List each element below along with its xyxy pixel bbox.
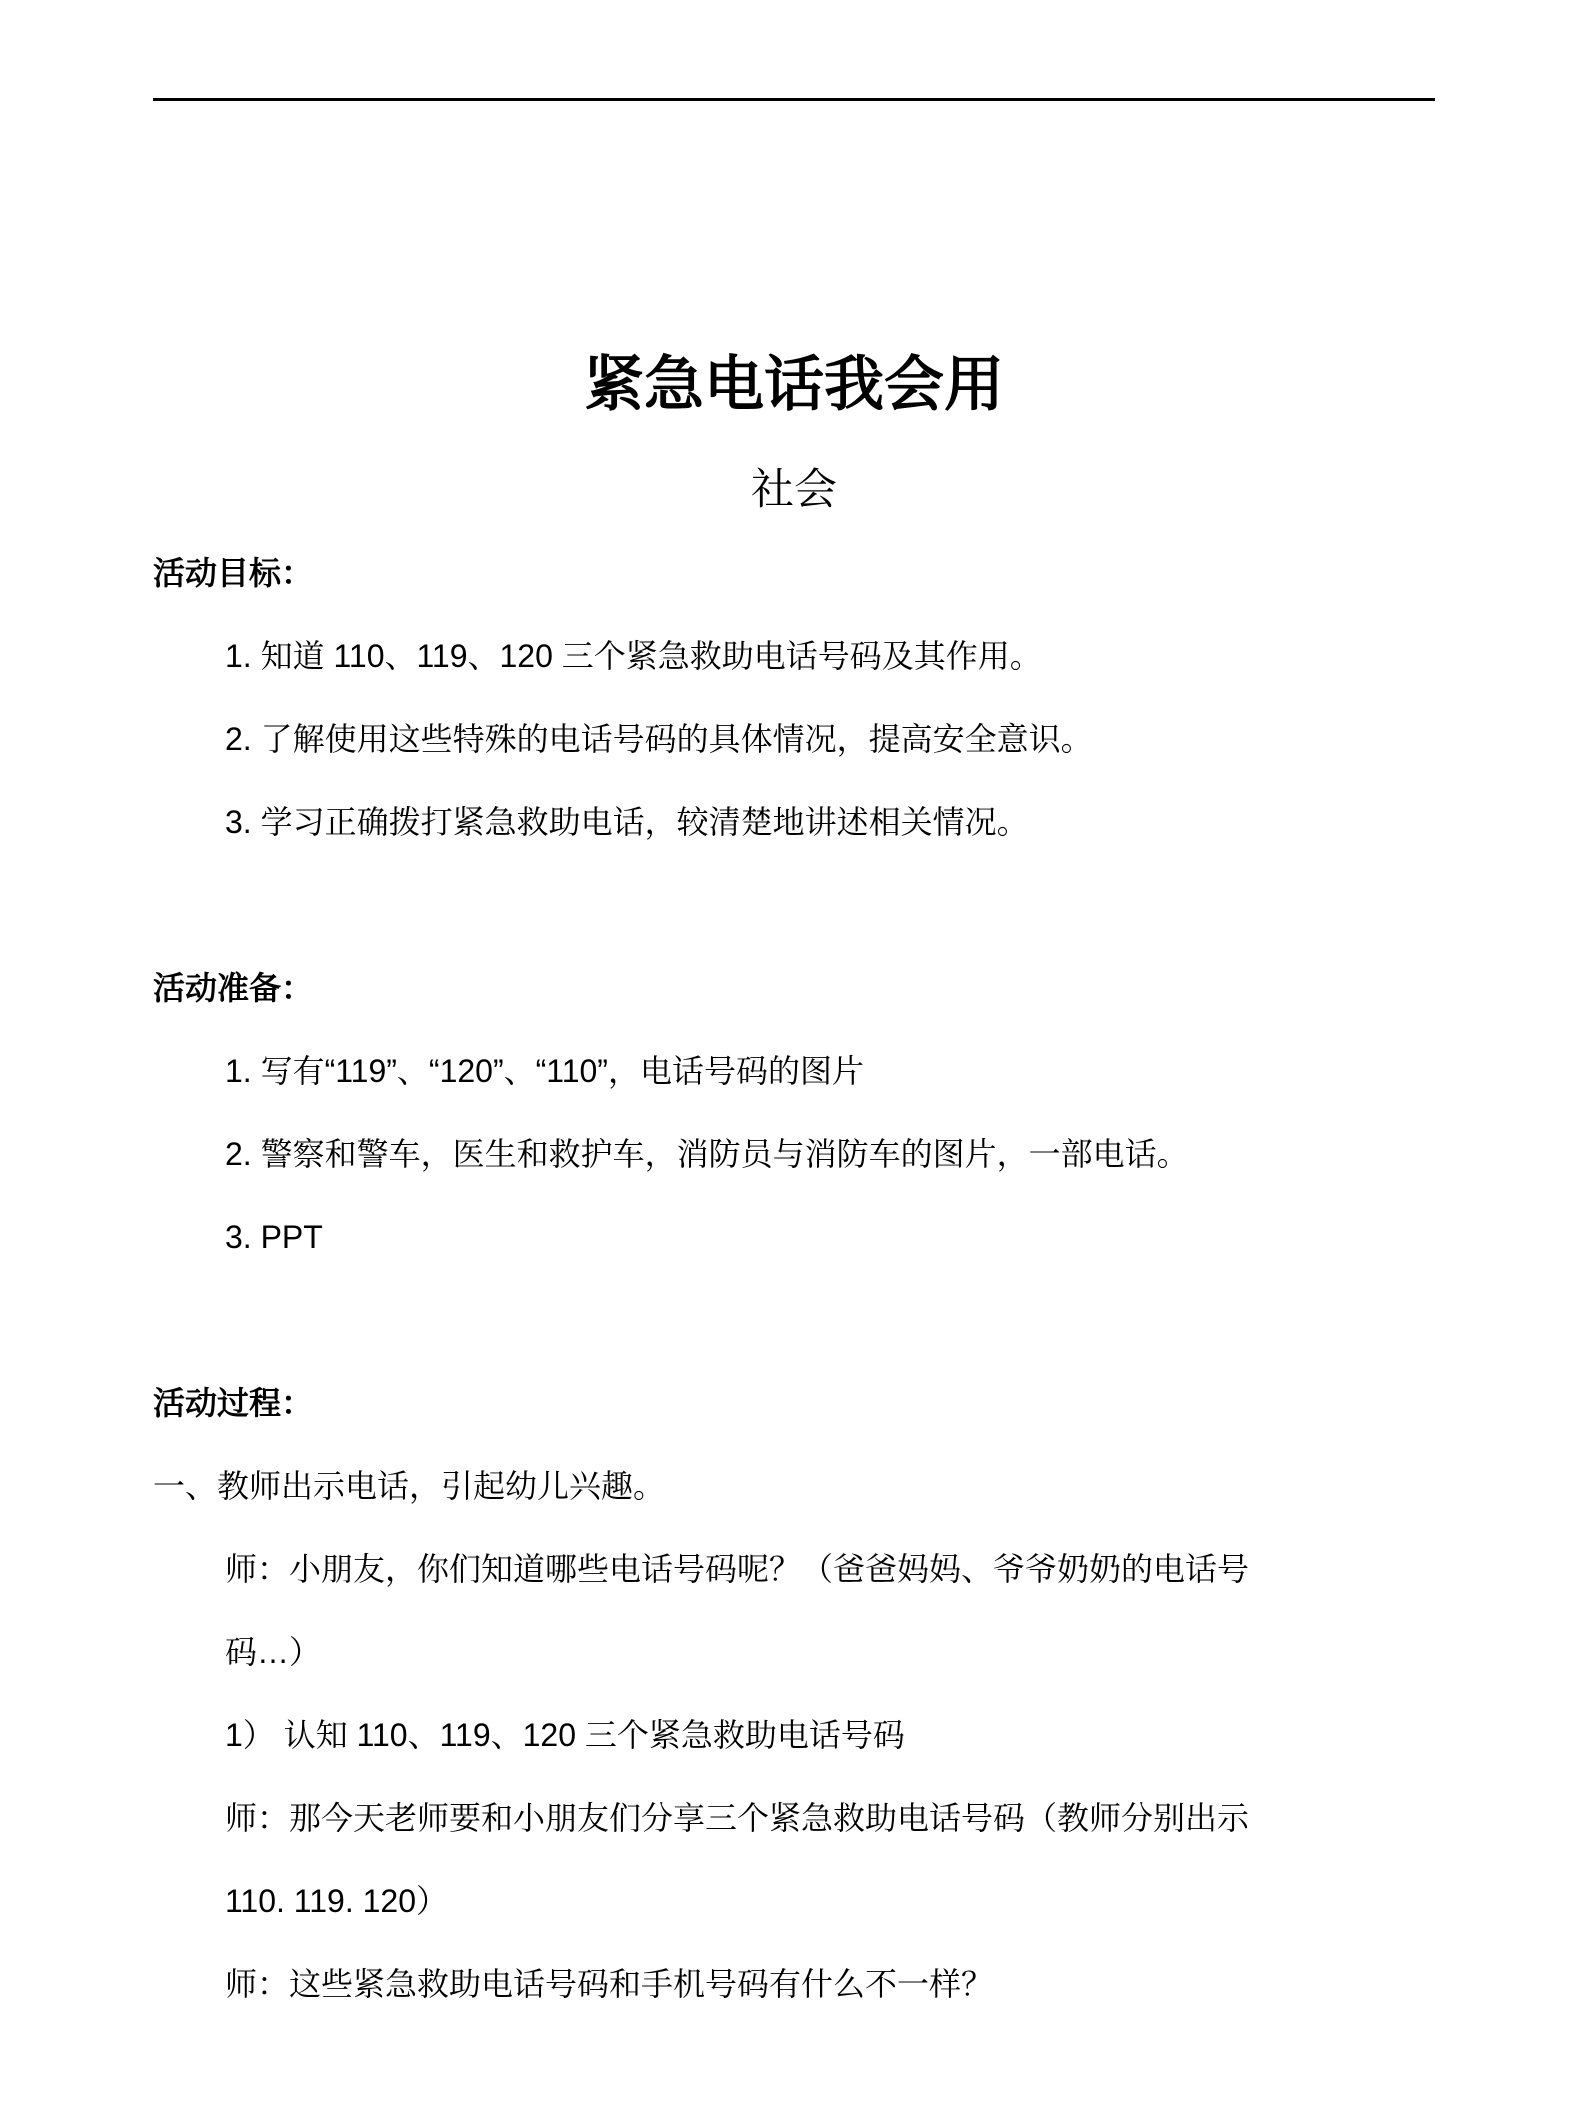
body-line: 师：那今天老师要和小朋友们分享三个紧急救助电话号码（教师分别出示	[225, 1800, 1250, 1836]
body-line: 1. 写有“119”、“120”、“110”，电话号码的图片	[225, 1053, 864, 1089]
body-line: 码…）	[225, 1634, 322, 1670]
body-line: 师：小朋友，你们知道哪些电话号码呢？（爸爸妈妈、爷爷奶奶的电话号	[225, 1551, 1250, 1587]
body-line: 1） 认知 110、119、120 三个紧急救助电话号码	[225, 1717, 905, 1753]
document-subtitle: 社会	[751, 466, 837, 514]
document-title: 紧急电话我会用	[584, 351, 1004, 418]
body-line: 110. 119. 120）	[225, 1883, 448, 1919]
section-heading: 活动过程：	[153, 1385, 314, 1421]
document-content	[153, 0, 1435, 2026]
body-line: 2. 了解使用这些特殊的电话号码的具体情况，提高安全意识。	[225, 721, 1093, 757]
document-body	[153, 532, 1435, 2026]
section-heading: 活动准备：	[153, 970, 314, 1006]
body-line: 3. PPT	[225, 1219, 323, 1255]
body-line: 2. 警察和警车，医生和救护车，消防员与消防车的图片，一部电话。	[225, 1136, 1189, 1172]
body-line-flush: 一、教师出示电话，引起幼儿兴趣。	[153, 1468, 666, 1504]
body-line: 师：这些紧急救助电话号码和手机号码有什么不一样？	[225, 1966, 994, 2002]
blank-line	[153, 1279, 1435, 1362]
body-line: 1. 知道 110、119、120 三个紧急救助电话号码及其作用。	[225, 638, 1042, 674]
section-heading: 活动目标：	[153, 555, 314, 591]
blank-line	[153, 864, 1435, 947]
body-line: 3. 学习正确拨打紧急救助电话，较清楚地讲述相关情况。	[225, 804, 1029, 840]
